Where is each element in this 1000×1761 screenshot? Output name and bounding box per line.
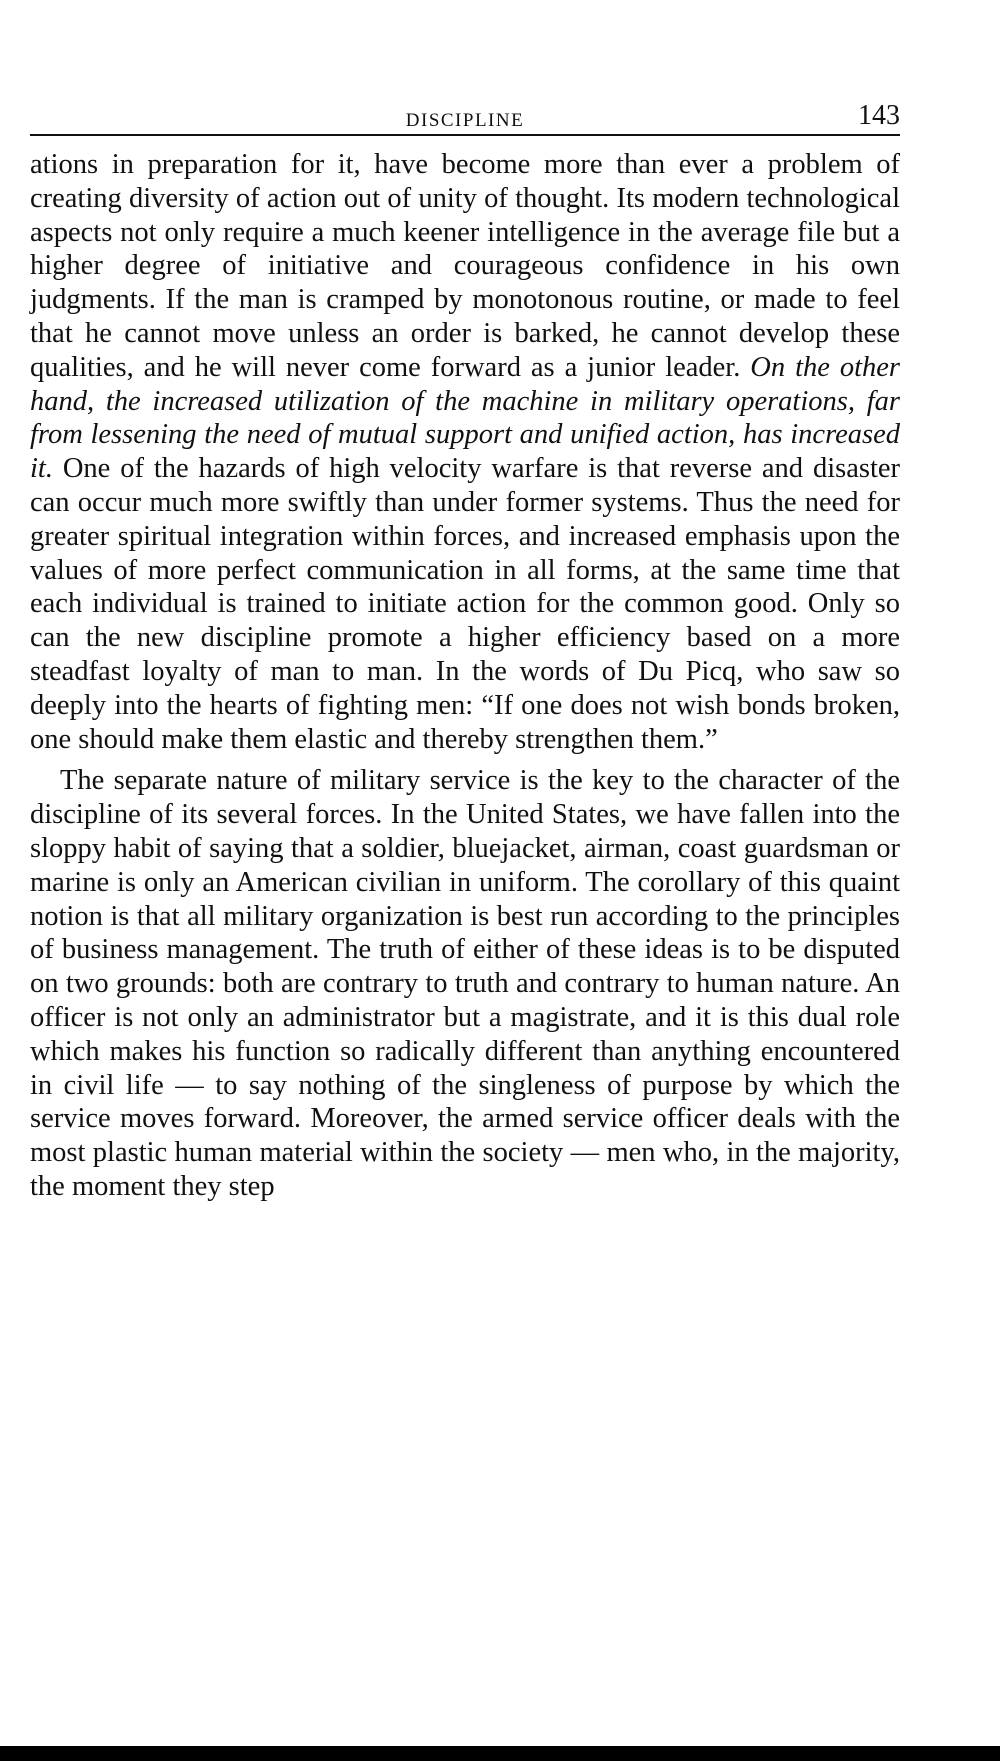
paragraph-1 [30,148,900,756]
body-text [30,148,900,1204]
paragraph-1-part-1: ations in preparation for it, have become more than ever a problem of creating diversity of action out of unity of thought. Its modern technological aspects not only require a much keener intelligence in the average file but a higher degree of initiative and courageous confidence in his own judgments. If the man is cramped by monotonous routine, or made to feel that he cannot move unless an order is barked, he cannot develop these qualities, and he will never come forward as a junior leader. [30,149,900,383]
bottom-edge-bar [0,1746,1000,1761]
header-title: DISCIPLINE [405,110,525,131]
paragraph-2: The separate nature of military service is the key to the character of the discipline of its several forces. In the United States, we have fallen into the sloppy habit of saying that a soldier, bluejacket, airman, coast guardsman or marine is only an American civilian in uniform. The corollary of this quaint notion is that all military organization is best run according to the principles of business management. The truth of either of these ideas is to be disputed on two grounds: both are contrary to truth and contrary to human nature. An officer is not only an administrator but a magistrate, and it is this dual role which makes his function so radically different than anything encountered in civil life — to say nothing of the singleness of purpose by which the service moves forward. Moreover, the armed service officer deals with the most plastic human material within the society — men who, in the majority, the moment they step [30,765,900,1202]
page-number: 143 [858,100,900,131]
paragraph-1-part-2: One of the hazards of high velocity warfare is that reverse and disaster can occur much more swiftly than under former systems. Thus the need for greater spiritual integration within forces, and increased emphasis upon the values of more perfect communication in all forms, at the same time that each individual is trained to initiate action for the common good. Only so can the new discipline promote a higher efficiency based on a more steadfast loyalty of man to man. In the words of Du Picq, who saw so deeply into the hearts of fighting men: “If one does not wish bonds broken, one should make them elastic and thereby strengthen them.” [30,453,900,755]
paragraph-1-italic: On the other hand, the increased utilization of the machine in military operations, far from lessening the need of mutual support and unified action, has increased it. [30,351,900,485]
header-rule [30,134,900,136]
